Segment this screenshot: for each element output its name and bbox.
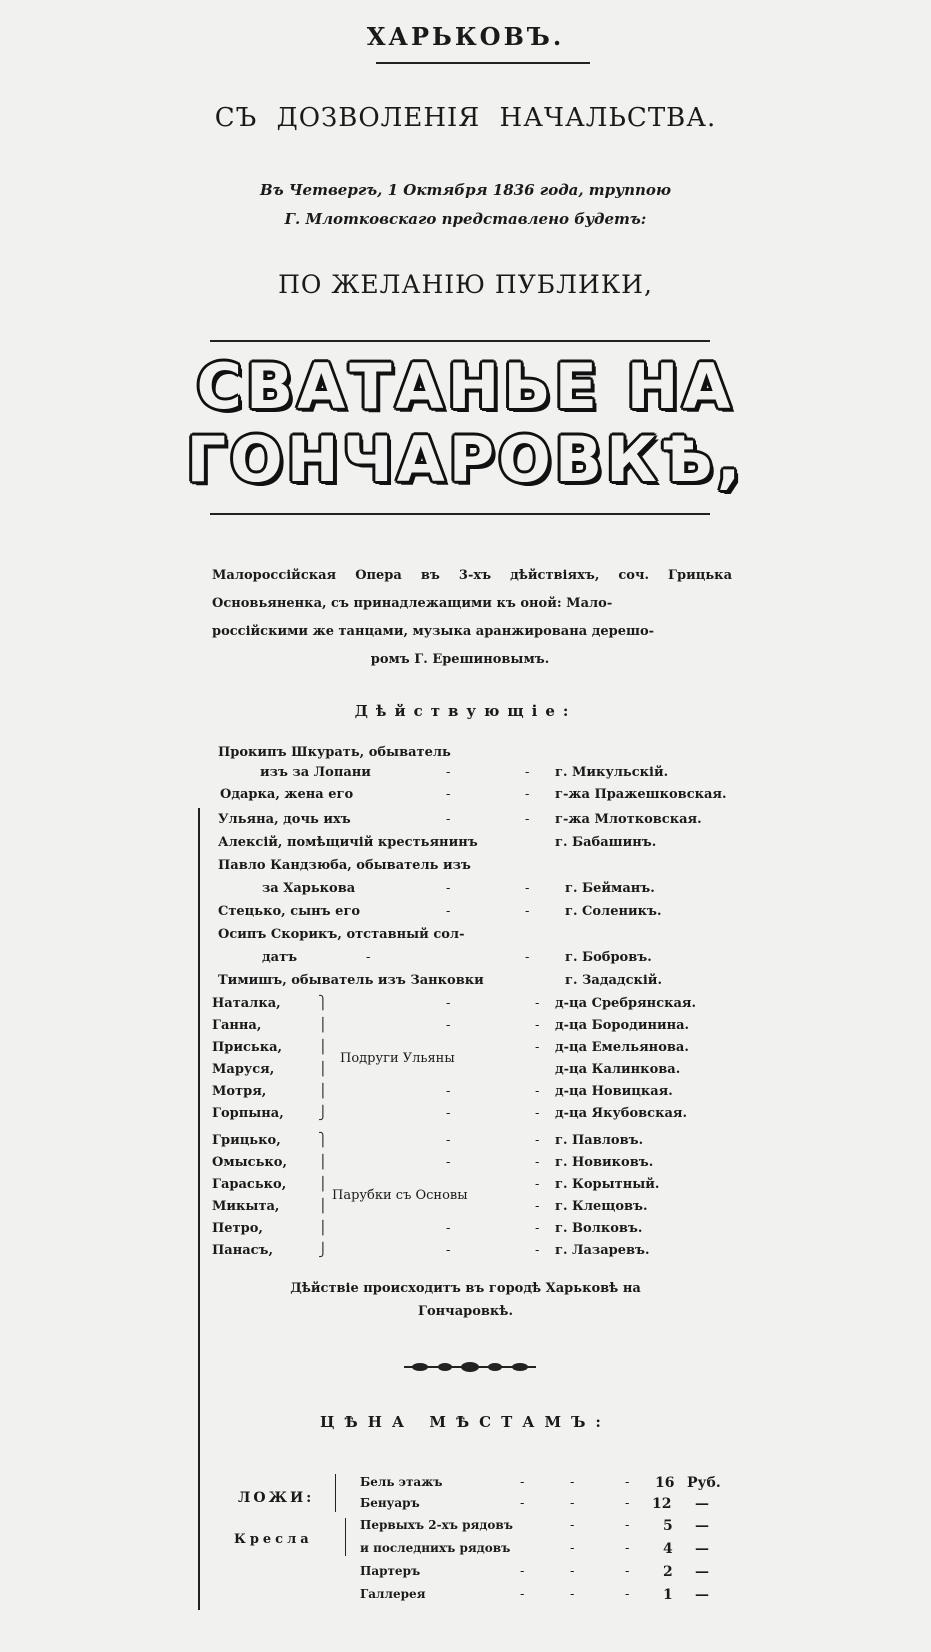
dash: - [446, 1155, 451, 1170]
cast-role-cont: изъ за Лопани [260, 765, 371, 780]
dash: - [535, 1177, 540, 1192]
dash: - [446, 1133, 451, 1148]
dash: - [446, 996, 451, 1011]
cast-actor: г. Соленикъ. [565, 904, 662, 919]
city-heading: ХАРЬКОВЪ. [366, 22, 565, 51]
boy-actor: г. Волковъ. [555, 1221, 643, 1236]
description-line-1: Малороссійская Опера въ 3-хъ дѣйствіяхъ, соч. Грицька Основьяненка, съ принадлежащими къ оной: Мало- [212, 568, 732, 611]
dash: - [520, 1587, 525, 1602]
dash: - [535, 1155, 540, 1170]
dash: - [446, 1018, 451, 1033]
price-row-name: Бель этажъ [360, 1475, 443, 1489]
girl-role: Наталка, [212, 996, 281, 1011]
dash: - [525, 950, 530, 965]
dash: - [366, 950, 371, 965]
dash: - [570, 1541, 575, 1556]
dash: - [446, 1106, 451, 1121]
dash: - [535, 1221, 540, 1236]
girl-actor: д-ца Калинкова. [555, 1062, 681, 1077]
brace-mark: ⎭ [318, 1106, 328, 1121]
boy-actor: г. Лазаревъ. [555, 1243, 650, 1258]
price-row-amount: 16 [655, 1475, 675, 1491]
girl-actor: д-ца Бородинина. [555, 1018, 690, 1033]
girl-actor: д-ца Сребрянская. [555, 996, 697, 1011]
dash: - [525, 812, 530, 827]
dash: - [625, 1518, 630, 1533]
price-row-name: Галлерея [360, 1587, 426, 1601]
cast-actor: г. Бейманъ. [565, 881, 655, 896]
boy-actor: г. Корытный. [555, 1177, 660, 1192]
dash: - [625, 1564, 630, 1579]
girl-role: Ганна, [212, 1018, 262, 1033]
price-row-amount: 2 [663, 1564, 673, 1580]
city-underline [376, 62, 590, 64]
price-row-unit: Руб. [687, 1475, 721, 1491]
boy-role: Гарасько, [212, 1177, 287, 1192]
dash: - [535, 996, 540, 1011]
brace-mark: ⎪ [318, 1221, 328, 1236]
price-row-amount: 12 [652, 1496, 672, 1512]
loges-brace-line [335, 1474, 336, 1512]
girl-actor: д-ца Новицкая. [555, 1084, 673, 1099]
dash: - [570, 1587, 575, 1602]
girl-role: Горпына, [212, 1106, 284, 1121]
cast-actor: г. Бобровъ. [565, 950, 652, 965]
price-row-unit: — [695, 1587, 709, 1603]
brace-mark: ⎫ [318, 996, 328, 1011]
dash: - [525, 765, 530, 780]
boys-group-label: Парубки съ Основы [332, 1188, 468, 1203]
left-margin-rule [198, 808, 200, 1610]
dash: - [446, 1221, 451, 1236]
dash: - [446, 904, 451, 919]
brace-mark: ⎪ [318, 1084, 328, 1099]
brace-mark: ⎪ [318, 1155, 328, 1170]
dash: - [625, 1541, 630, 1556]
brace-mark: ⎪ [318, 1177, 328, 1192]
dash: - [535, 1243, 540, 1258]
dash: - [625, 1475, 630, 1490]
permission-line: СЪ ДОЗВОЛЕНІЯ НАЧАЛЬСТВА. [214, 103, 717, 133]
price-row-name: и последнихъ рядовъ [360, 1541, 511, 1555]
girl-actor: д-ца Емельянова. [555, 1040, 689, 1055]
dash: - [570, 1496, 575, 1511]
cast-actor: г-жа Млотковская. [555, 812, 702, 827]
ornament-divider [400, 1360, 540, 1374]
boy-actor: г. Клещовъ. [555, 1199, 648, 1214]
brace-mark: ⎪ [318, 1018, 328, 1033]
prices-heading: ЦѢНА МѢСТАМЪ: [320, 1413, 611, 1431]
dash: - [520, 1564, 525, 1579]
cast-role-cont: за Харькова [262, 881, 356, 896]
brace-mark: ⎫ [318, 1133, 328, 1148]
divider-top [210, 340, 710, 342]
dash: - [625, 1587, 630, 1602]
cast-role-cont: датъ [262, 950, 298, 965]
dash: - [525, 881, 530, 896]
dash: - [446, 1084, 451, 1099]
price-row-unit: — [695, 1496, 709, 1512]
price-row-name: Первыхъ 2-хъ рядовъ [360, 1518, 513, 1532]
cast-role: Ульяна, дочь ихъ [218, 812, 351, 827]
dash: - [446, 765, 451, 780]
girl-role: Мотря, [212, 1084, 267, 1099]
cast-role: Стецько, сынъ его [218, 904, 361, 919]
dash: - [535, 1199, 540, 1214]
play-title-line-1: СВАТАНЬЕ НА [196, 350, 735, 423]
dash: - [535, 1040, 540, 1055]
girls-group-label: Подруги Ульяны [340, 1051, 455, 1066]
cast-actor: г. Микульскій. [555, 765, 669, 780]
brace-mark: ⎭ [318, 1243, 328, 1258]
price-row-unit: — [695, 1541, 709, 1557]
intro-line-1: Въ Четвергъ, 1 Октября 1836 года, труппою [260, 181, 671, 199]
boy-actor: г. Новиковъ. [555, 1155, 654, 1170]
girl-role: Приська, [212, 1040, 283, 1055]
brace-mark: ⎪ [318, 1062, 328, 1077]
boy-role: Микыта, [212, 1199, 280, 1214]
description-line-2: россійскими же танцами, музыка аранжирована дерешо- [212, 624, 655, 639]
divider-bottom [210, 513, 710, 515]
dash: - [520, 1475, 525, 1490]
cast-role: Одарка, жена его [220, 787, 354, 802]
dash: - [570, 1564, 575, 1579]
brace-mark: ⎪ [318, 1199, 328, 1214]
dash: - [446, 812, 451, 827]
boy-role: Грицько, [212, 1133, 281, 1148]
price-row-amount: 5 [663, 1518, 673, 1534]
price-row-amount: 1 [663, 1587, 673, 1603]
price-row-name: Партеръ [360, 1564, 421, 1578]
dash: - [525, 904, 530, 919]
girl-actor: д-ца Якубовская. [555, 1106, 688, 1121]
dash: - [570, 1475, 575, 1490]
intro-line-2: Г. Млотковскаго представлено будетъ: [284, 210, 647, 228]
boy-role: Омысько, [212, 1155, 287, 1170]
boy-role: Панасъ, [212, 1243, 274, 1258]
boy-role: Петро, [212, 1221, 263, 1236]
price-row-unit: — [695, 1518, 709, 1534]
price-row-amount: 4 [663, 1541, 673, 1557]
cast-actor: г. Зададскій. [565, 973, 662, 988]
dash: - [535, 1084, 540, 1099]
play-title-line-2: ГОНЧАРОВКѢ, [186, 423, 745, 496]
dash: - [535, 1106, 540, 1121]
brace-mark: ⎪ [318, 1040, 328, 1055]
setting-line-1: Дѣйствіе происходитъ въ городѣ Харьковѣ на [290, 1281, 641, 1296]
chairs-label: Кресла [234, 1532, 313, 1547]
cast-actor: г. Бабашинъ. [555, 835, 657, 850]
dash: - [570, 1518, 575, 1533]
loges-label: ЛОЖИ: [238, 1490, 315, 1506]
persons-heading: Дѣйствующіе: [354, 702, 577, 720]
dash: - [520, 1496, 525, 1511]
dash: - [446, 787, 451, 802]
cast-actor: г-жа Пражешковская. [555, 787, 727, 802]
dash: - [535, 1133, 540, 1148]
cast-role: Тимишъ, обыватель изъ Занковки [218, 973, 484, 988]
dash: - [446, 1243, 451, 1258]
cast-role: Осипъ Скорикъ, отставный сол- [218, 927, 465, 942]
price-row-unit: — [695, 1564, 709, 1580]
cast-role: Прокипъ Шкурать, обыватель [218, 745, 451, 760]
boy-actor: г. Павловъ. [555, 1133, 644, 1148]
dash: - [535, 1018, 540, 1033]
setting-line-2: Гончаровкѣ. [418, 1304, 513, 1319]
dash: - [625, 1496, 630, 1511]
chairs-brace-line [345, 1518, 346, 1556]
description-line-3: ромъ Г. Ерешиновымъ. [370, 652, 550, 667]
cast-role: Алексій, помѣщичій крестьянинъ [218, 835, 478, 850]
dash: - [446, 881, 451, 896]
price-row-name: Бенуаръ [360, 1496, 420, 1510]
dash: - [525, 787, 530, 802]
girl-role: Маруся, [212, 1062, 275, 1077]
by-request-line: ПО ЖЕЛАНІЮ ПУБЛИКИ, [278, 270, 653, 299]
cast-role: Павло Кандзюба, обыватель изъ [218, 858, 471, 873]
